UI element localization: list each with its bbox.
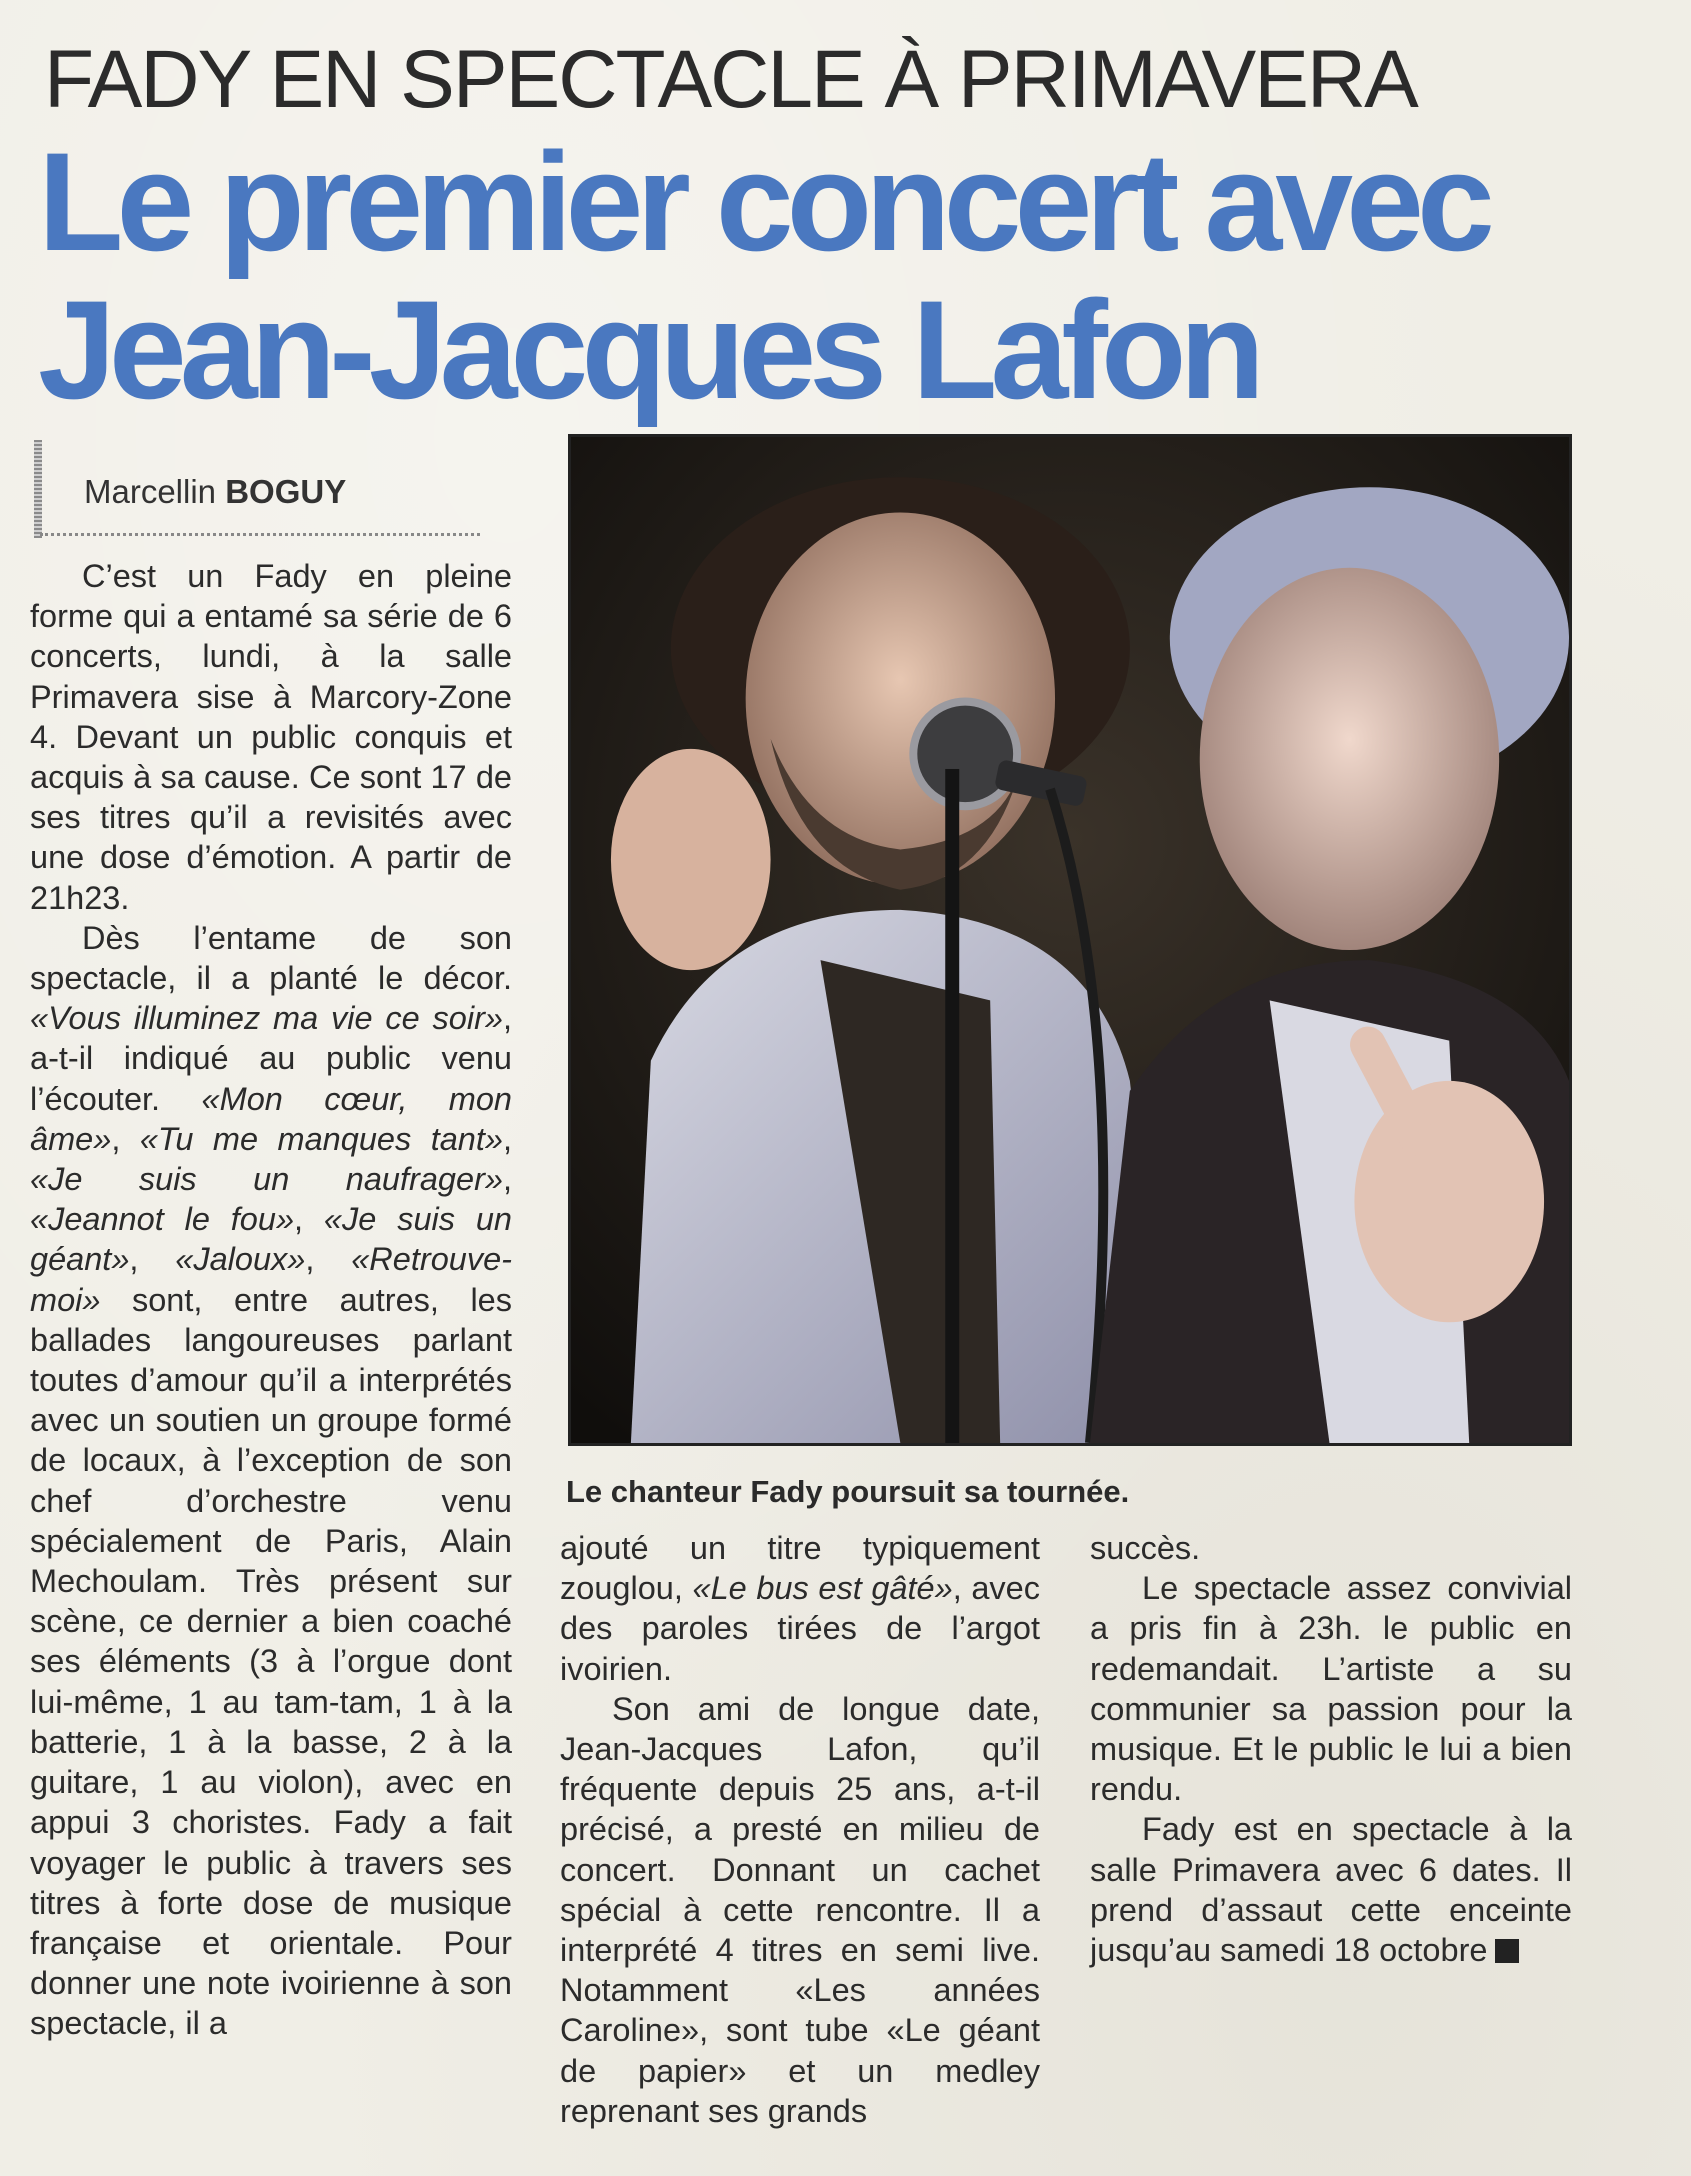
- paragraph-4: Son ami de longue date, Jean-Jacques Lafon, qu’il fréquente depuis 25 ans, a-t-il précisé, a presté en milieu de concert. Donnant un cachet spécial à cette rencontre. Il a interprété 4 titres en semi live. Notamment «Les années Caroline», sont tube «Le géant de papier» et un medley reprenant ses grands: [560, 1690, 1040, 2129]
- paragraph-2: [30, 918, 512, 2044]
- text-run: ajouté un titre typiquement zouglou,: [560, 1530, 1040, 1607]
- song-title: «Tu me manques tant»: [139, 1120, 503, 1157]
- text-run: ,: [129, 1241, 139, 1278]
- byline-bar: [34, 440, 42, 538]
- text-run: Dès l’entame de son spectacle, il a planté le décor.: [30, 919, 512, 997]
- text-run: ,: [305, 1241, 315, 1278]
- paragraph-7: [1090, 1809, 1572, 1970]
- text-run: , avec des paroles tirées de l’argot ivoirien.: [560, 1570, 1040, 1687]
- byline-first-name: Marcellin: [84, 473, 217, 510]
- article-kicker: FADY EN SPECTACLE À PRIMAVERA: [44, 34, 1417, 125]
- headline-line-1: Le premier concert avec: [38, 123, 1488, 280]
- song-quote: «Vous illuminez ma vie ce soir»: [30, 1000, 503, 1037]
- text-run: sont, entre autres, les ballades langoureuses parlant toutes d’amour qu’il a interprétés avec un soutien un groupe formé de locaux, à l’exception de son chef d’orchestre venu spécialement de Paris, Alain Mechoulam. Très présent sur scène, ce dernier a bien coaché ses éléments (3 à l’orgue dont lui-même, 1 au tam-tam, 1 à la batterie, 1 à la basse, 2 à la guitare, 1 au violon), avec en appui 3 choristes. Fady a fait voyager le public à travers ses titres à forte dose de musique française et orientale. Pour donner une note ivoirienne à son spectacle, il a: [30, 1281, 512, 2042]
- text-run: Fady est en spectacle à la salle Primavera avec 6 dates. Il prend d’assaut cette enceinte jusqu’au samedi 18 octobre: [1090, 1811, 1572, 1969]
- singers-photo-illustration: [571, 437, 1569, 1443]
- song-title: «Je suis un géant»: [30, 1201, 513, 1278]
- song-title: «Le bus est gâté»: [692, 1570, 953, 1607]
- song-title: «Jeannot le fou»: [30, 1201, 295, 1238]
- article-column-1: [30, 556, 512, 2044]
- paragraph-5: succès.: [1090, 1530, 1201, 1566]
- headline-line-2: Jean-Jacques Lafon: [38, 271, 1258, 428]
- text-run: ,: [294, 1201, 304, 1238]
- end-of-article-mark: [1495, 1939, 1519, 1963]
- article-column-3: [1090, 1528, 1572, 1970]
- byline: [84, 472, 346, 512]
- song-title: «Mon cœur, mon âme»: [30, 1080, 513, 1157]
- byline-last-name: BOGUY: [225, 473, 347, 510]
- byline-divider: [40, 533, 480, 536]
- song-title: «Jaloux»: [175, 1241, 306, 1278]
- paragraph-1: C’est un Fady en pleine forme qui a entamé sa série de 6 concerts, lundi, à la salle Primavera sise à Marcory-Zone 4. Devant un public conquis et acquis à sa cause. Ce sont 17 de ses titres qu’il a revisités avec une dose d’émotion. A partir de 21h23.: [30, 558, 512, 916]
- song-title: «Retrouve-moi»: [30, 1241, 513, 1318]
- paragraph-3: [560, 1528, 1040, 1689]
- song-title: «Je suis un naufrager»: [30, 1161, 503, 1198]
- concert-photo: [568, 434, 1572, 1446]
- text-run: , a-t-il indiqué au public venu l’écouter.: [30, 1000, 512, 1117]
- article-column-2: [560, 1528, 1040, 2131]
- photo-caption: Le chanteur Fady poursuit sa tournée.: [566, 1474, 1130, 1509]
- text-run: ,: [502, 1120, 513, 1157]
- paragraph-6: Le spectacle assez convivial a pris fin à 23h. le public en redemandait. L’artiste a su communier sa passion pour la musique. Et le public le lui a bien rendu.: [1090, 1570, 1572, 1808]
- text-run: ,: [502, 1161, 512, 1198]
- text-run: ,: [111, 1120, 121, 1157]
- article-headline: [38, 123, 1668, 428]
